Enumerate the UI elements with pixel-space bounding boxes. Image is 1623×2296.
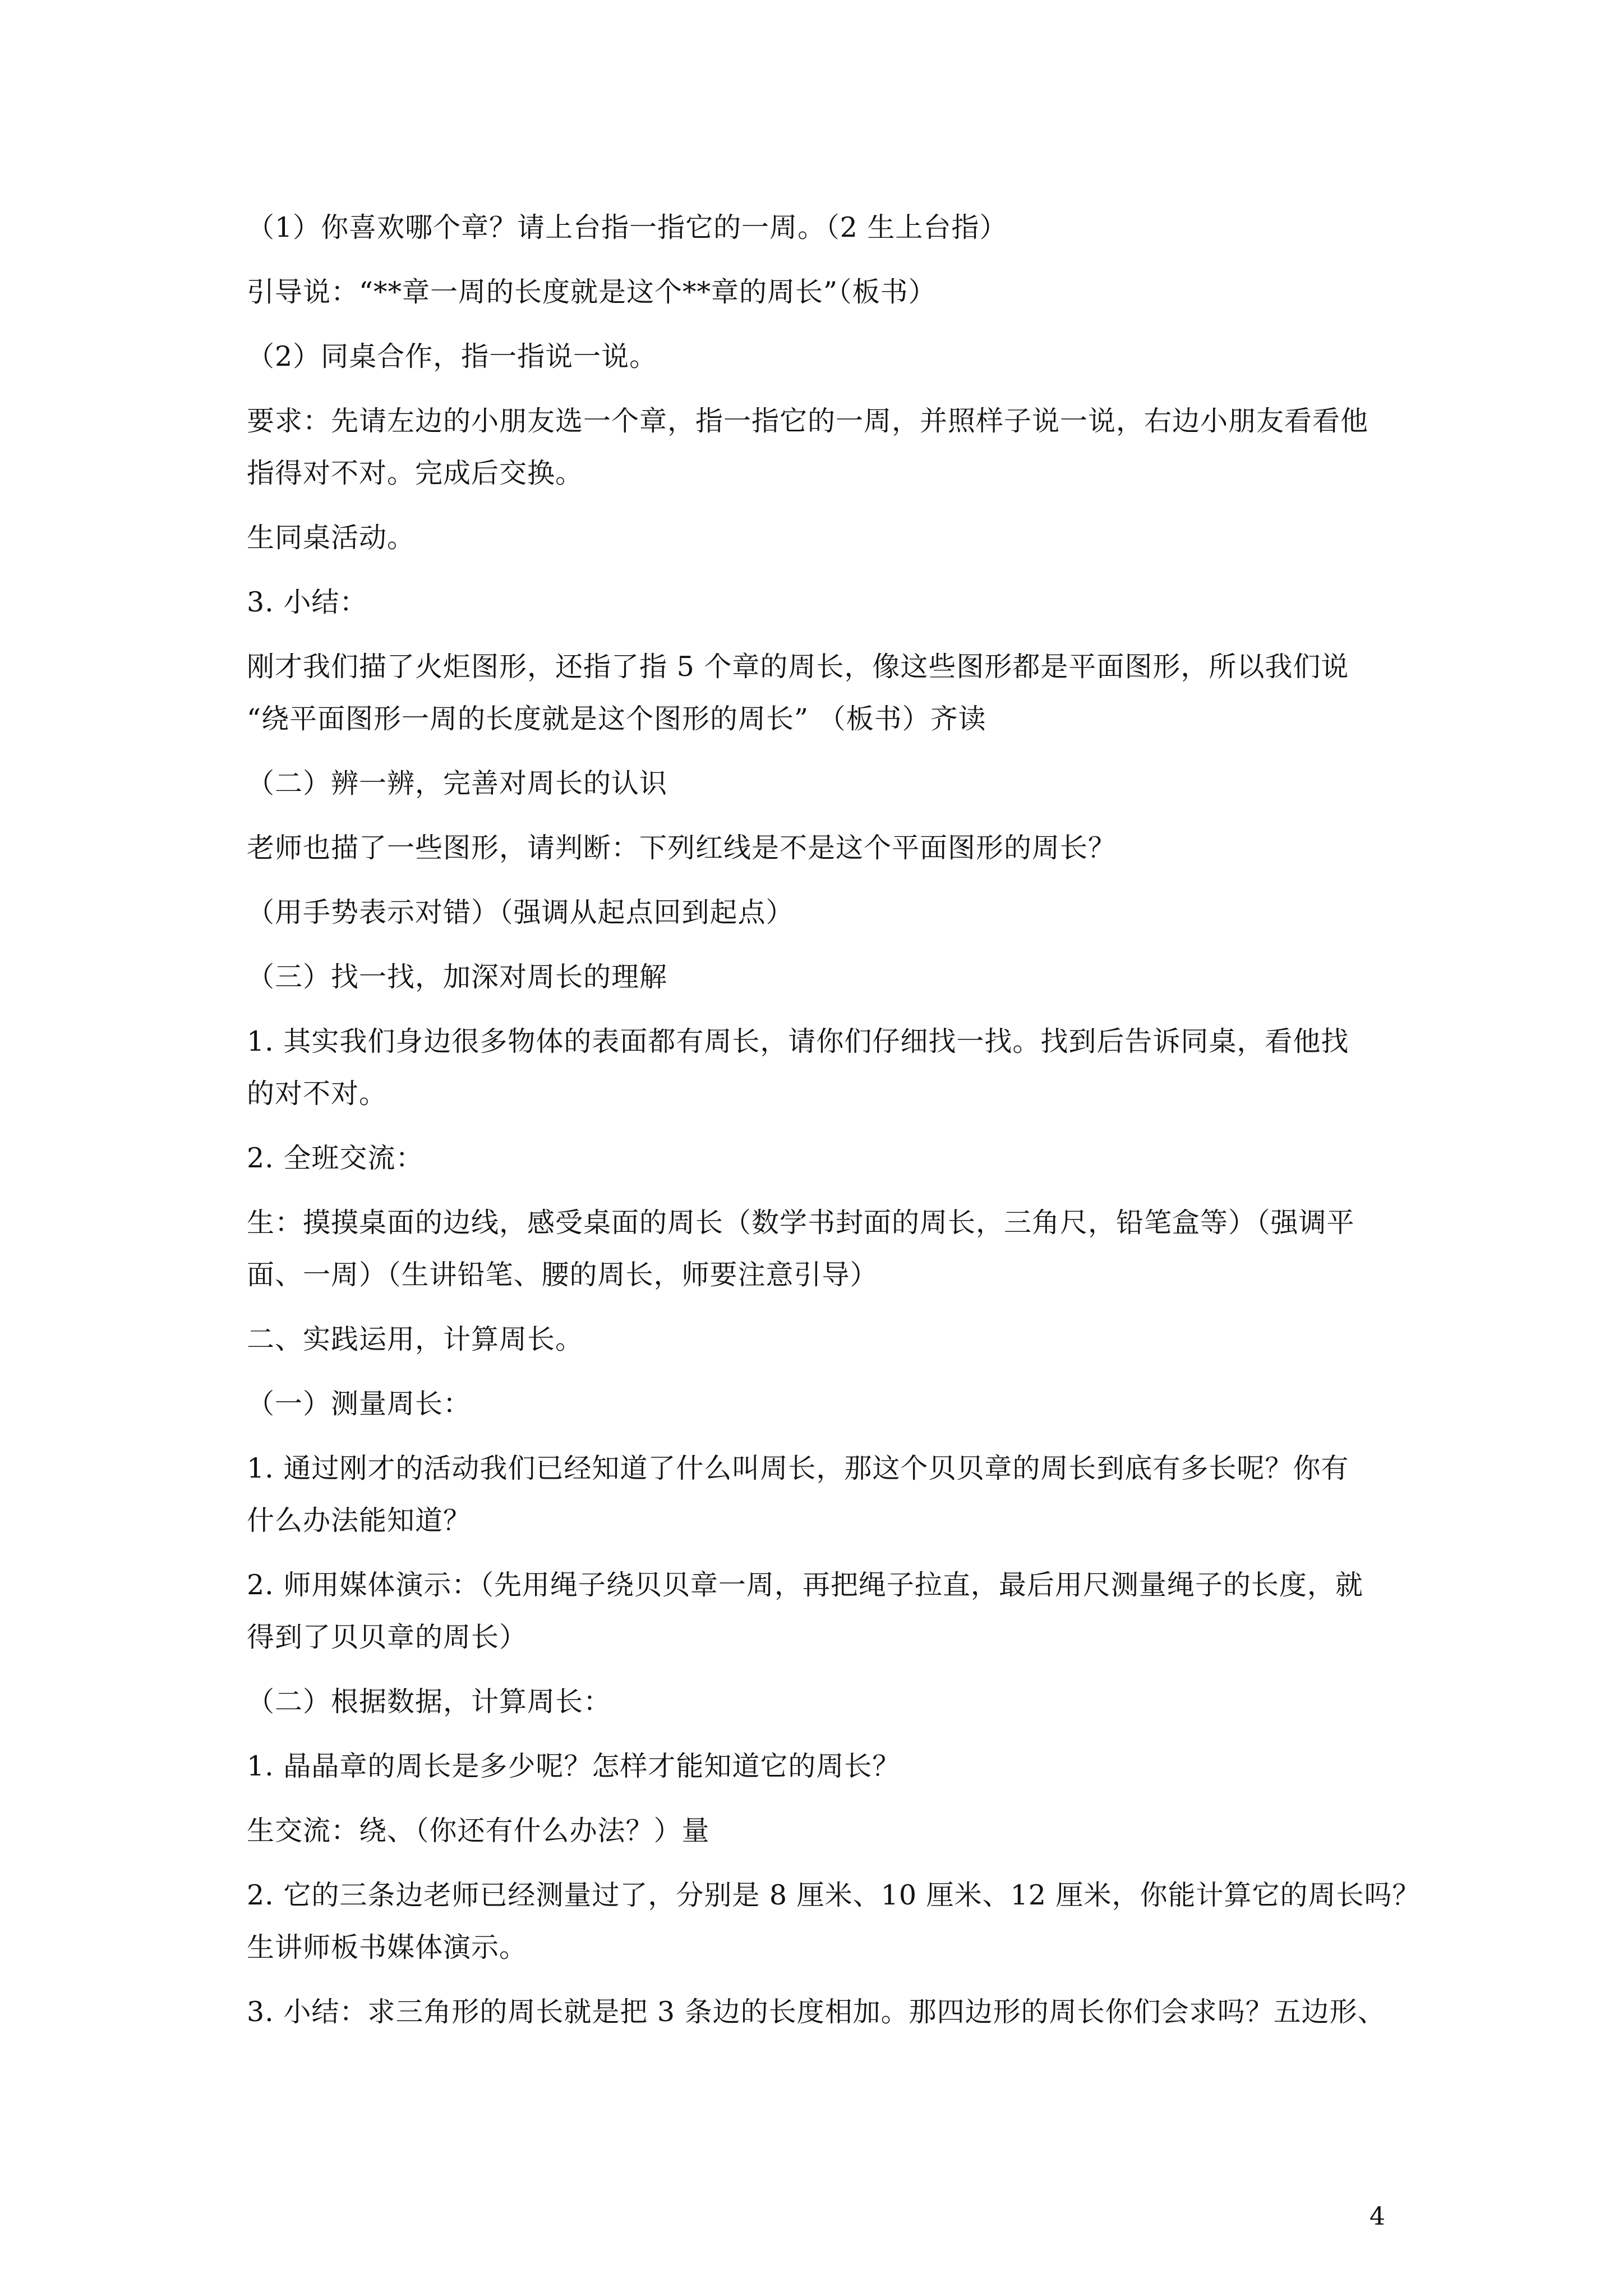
paragraph-line: 刚才我们描了火炬图形，还指了指 5 个章的周长，像这些图形都是平面图形，所以我们说	[247, 651, 1349, 683]
paragraph-line: 指得对不对。完成后交换。	[247, 457, 584, 489]
paragraph-line: “绕平面图形一周的长度就是这个图形的周长” （板书）齐读	[247, 703, 986, 735]
paragraph-line: 生：摸摸桌面的边线，感受桌面的周长（数学书封面的周长，三角尺，铅笔盒等）（强调平	[247, 1207, 1355, 1239]
paragraph-line: 1. 晶晶章的周长是多少呢？怎样才能知道它的周长？	[247, 1750, 901, 1782]
paragraph-line: 的对不对。	[247, 1078, 388, 1110]
paragraph-line: 面、一周）（生讲铅笔、腰的周长，师要注意引导）	[247, 1259, 878, 1291]
paragraph-line: （用手势表示对错）（强调从起点回到起点）	[247, 896, 794, 928]
paragraph-line: 2. 师用媒体演示：（先用绳子绕贝贝章一周，再把绳子拉直，最后用尺测量绳子的长度，就	[247, 1569, 1363, 1601]
paragraph-line: 1. 其实我们身边很多物体的表面都有周长，请你们仔细找一找。找到后告诉同桌，看他找	[247, 1025, 1349, 1057]
paragraph-line: （2）同桌合作，指一指说一说。	[247, 341, 658, 372]
paragraph-line: 二、实践运用，计算周长。	[247, 1323, 584, 1355]
paragraph-line: 1. 通过刚才的活动我们已经知道了什么叫周长，那这个贝贝章的周长到底有多长呢？你有	[247, 1452, 1349, 1484]
paragraph-line: （二）辨一辨，完善对周长的认识	[247, 767, 668, 799]
page-number: 4	[1370, 2202, 1385, 2231]
paragraph-line: 2. 全班交流：	[247, 1142, 424, 1174]
paragraph-line: 什么办法能知道？	[247, 1504, 472, 1536]
paragraph-line: （二）根据数据，计算周长：	[247, 1686, 612, 1718]
paragraph-line: 引导说：“**章一周的长度就是这个**章的周长”（板书）	[247, 276, 937, 308]
paragraph-line: 2. 它的三条边老师已经测量过了，分别是 8 厘米、10 厘米、12 厘米，你能计算它的周长吗？	[247, 1879, 1421, 1911]
paragraph-line: 要求：先请左边的小朋友选一个章，指一指它的一周，并照样子说一说，右边小朋友看看他	[247, 405, 1369, 437]
paragraph-line: （1）你喜欢哪个章？请上台指一指它的一周。（2 生上台指）	[247, 211, 1008, 243]
paragraph-line: 老师也描了一些图形，请判断：下列红线是不是这个平面图形的周长？	[247, 832, 1117, 864]
document-body	[247, 209, 1421, 2058]
paragraph-line: 生讲师板书媒体演示。	[247, 1931, 528, 1963]
paragraph-line: 生交流：绕、（你还有什么办法？）量	[247, 1815, 710, 1847]
paragraph-line: 生同桌活动。	[247, 522, 416, 554]
paragraph-line: 得到了贝贝章的周长）	[247, 1621, 528, 1653]
paragraph-line: （一）测量周长：	[247, 1388, 472, 1420]
paragraph-line: （三）找一找，加深对周长的理解	[247, 961, 668, 993]
paragraph-line: 3. 小结：求三角形的周长就是把 3 条边的长度相加。那四边形的周长你们会求吗？五边形、	[247, 1996, 1386, 2028]
paragraph-line: 3. 小结：	[247, 586, 368, 618]
